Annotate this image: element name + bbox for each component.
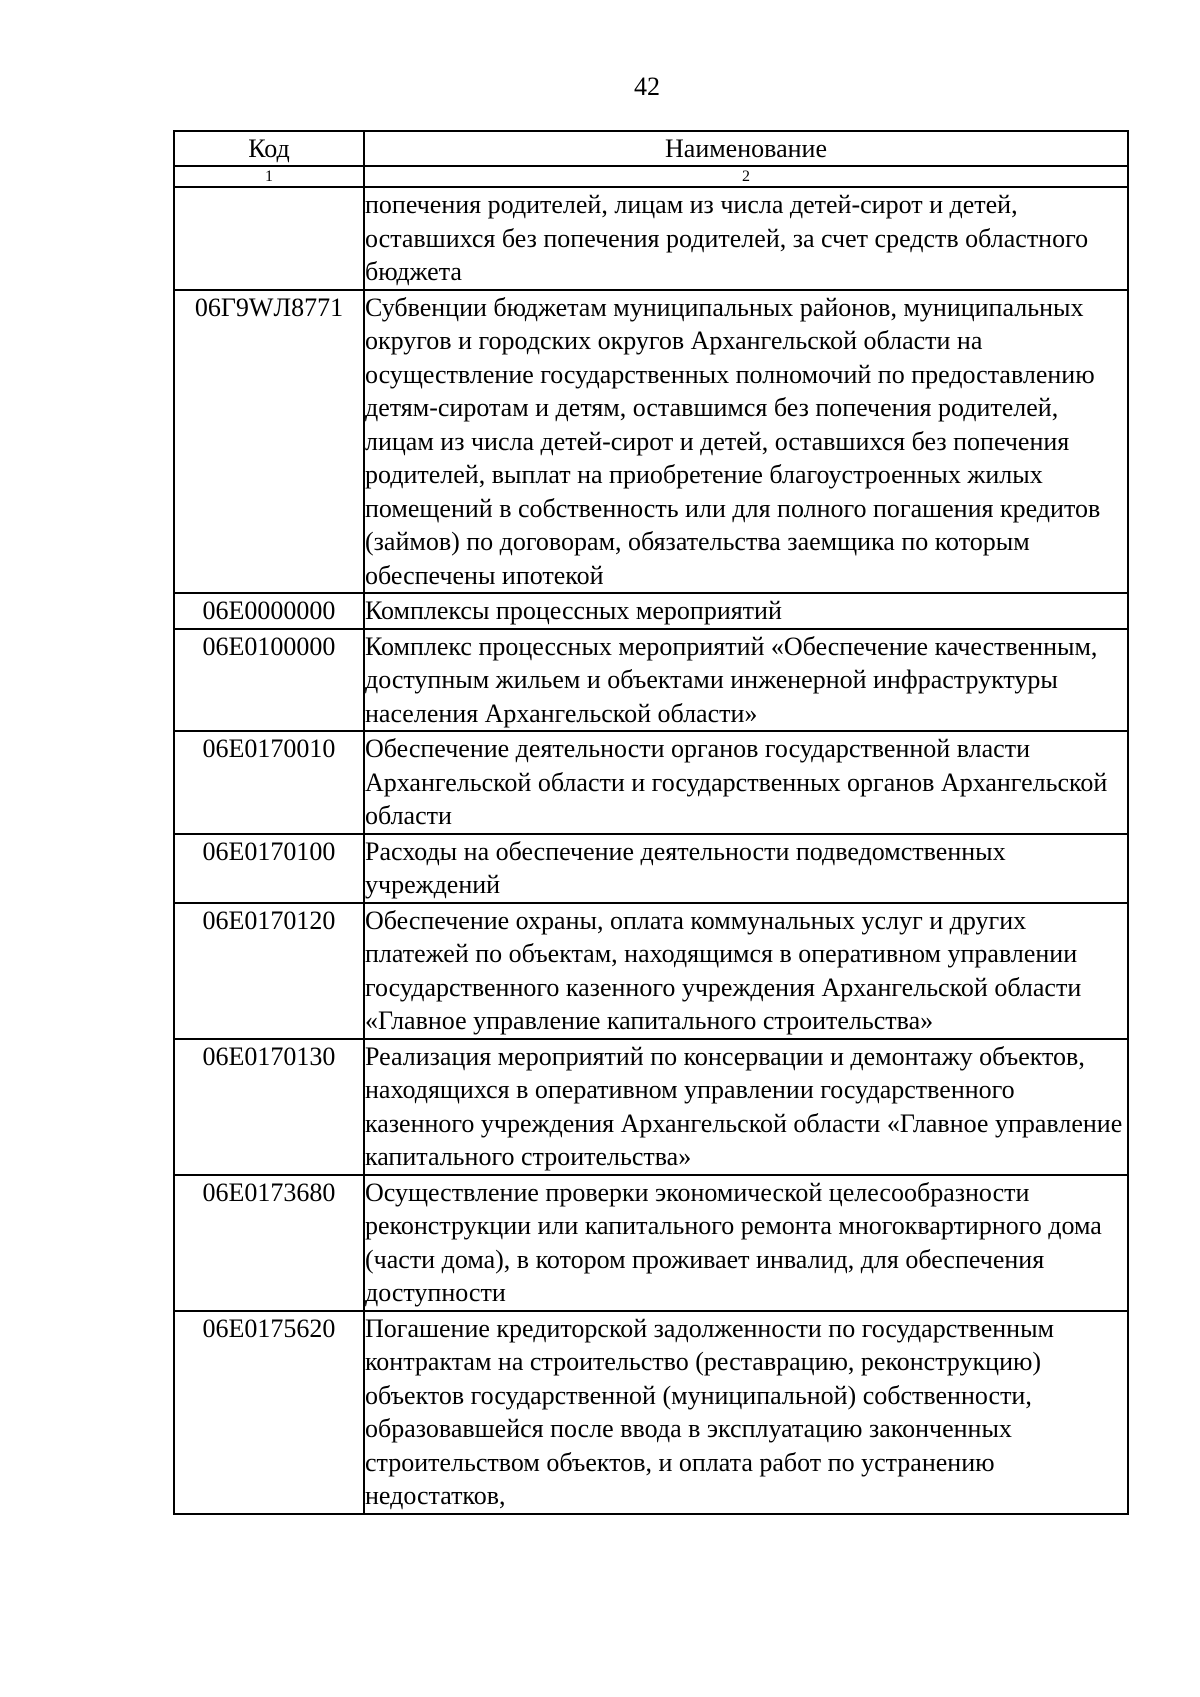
row-name: попечения родителей, лицам из числа детей-сирот и детей, оставшихся без попечения родителей, за счет средств областного бюджета	[364, 187, 1128, 290]
table-row	[174, 1039, 1128, 1175]
row-name: Комплекс процессных мероприятий «Обеспечение качественным, доступным жильем и объектами инженерной инфраструктуры населения Архангельской области»	[364, 629, 1128, 732]
row-code: 06Е0175620	[174, 1311, 364, 1514]
column-number-code: 1	[174, 166, 364, 187]
row-code: 06Е0170120	[174, 903, 364, 1039]
row-name: Субвенции бюджетам муниципальных районов, муниципальных округов и городских округов Архангельской области на осуществление государственных полномочий по предоставлению детям-сиротам и детям, оставшимся без попечения родителей, лицам из числа детей-сирот и детей, оставшихся без попечения родителей, выплат на приобретение благоустроенных жилых помещений в собственность или для полного погашения кредитов (займов) по договорам, обязательства заемщика по которым обеспечены ипотекой	[364, 290, 1128, 594]
table-row	[174, 1311, 1128, 1514]
row-code: 06Е0170130	[174, 1039, 364, 1175]
table-row	[174, 187, 1128, 290]
table-row	[174, 731, 1128, 834]
row-code: 06Е0100000	[174, 629, 364, 732]
table-row	[174, 1175, 1128, 1311]
column-number-row	[174, 166, 1128, 187]
row-name: Обеспечение охраны, оплата коммунальных услуг и других платежей по объектам, находящимся в оперативном управлении государственного казенного учреждения Архангельской области «Главное управление капитального строительства»	[364, 903, 1128, 1039]
row-name: Обеспечение деятельности органов государственной власти Архангельской области и государственных органов Архангельской области	[364, 731, 1128, 834]
row-name: Погашение кредиторской задолженности по государственным контрактам на строительство (реставрацию, реконструкцию) объектов государственной (муниципальной) собственности, образовавшейся после ввода в эксплуатацию законченных строительством объектов, и оплата работ по устранению недостатков,	[364, 1311, 1128, 1514]
row-name: Комплексы процессных мероприятий	[364, 593, 1128, 629]
header-name: Наименование	[364, 131, 1128, 166]
header-code: Код	[174, 131, 364, 166]
row-name: Расходы на обеспечение деятельности подведомственных учреждений	[364, 834, 1128, 903]
table-row	[174, 290, 1128, 594]
table-row	[174, 593, 1128, 629]
table-header-row	[174, 131, 1128, 166]
row-code: 06Е0170100	[174, 834, 364, 903]
row-code: 06Е0170010	[174, 731, 364, 834]
row-name: Реализация мероприятий по консервации и демонтажу объектов, находящихся в оперативном управлении государственного казенного учреждения Архангельской области «Главное управление капитального строительства»	[364, 1039, 1128, 1175]
table-row	[174, 834, 1128, 903]
row-code	[174, 187, 364, 290]
row-code: 06Е0173680	[174, 1175, 364, 1311]
table-row	[174, 629, 1128, 732]
page-number: 42	[634, 72, 660, 101]
row-code: 06Е0000000	[174, 593, 364, 629]
row-name: Осуществление проверки экономической целесообразности реконструкции или капитального ремонта многоквартирного дома (части дома), в котором проживает инвалид, для обеспечения доступности	[364, 1175, 1128, 1311]
budget-code-table	[173, 130, 1129, 1515]
column-number-name: 2	[364, 166, 1128, 187]
row-code: 06Г9WЛ8771	[174, 290, 364, 594]
table-row	[174, 903, 1128, 1039]
